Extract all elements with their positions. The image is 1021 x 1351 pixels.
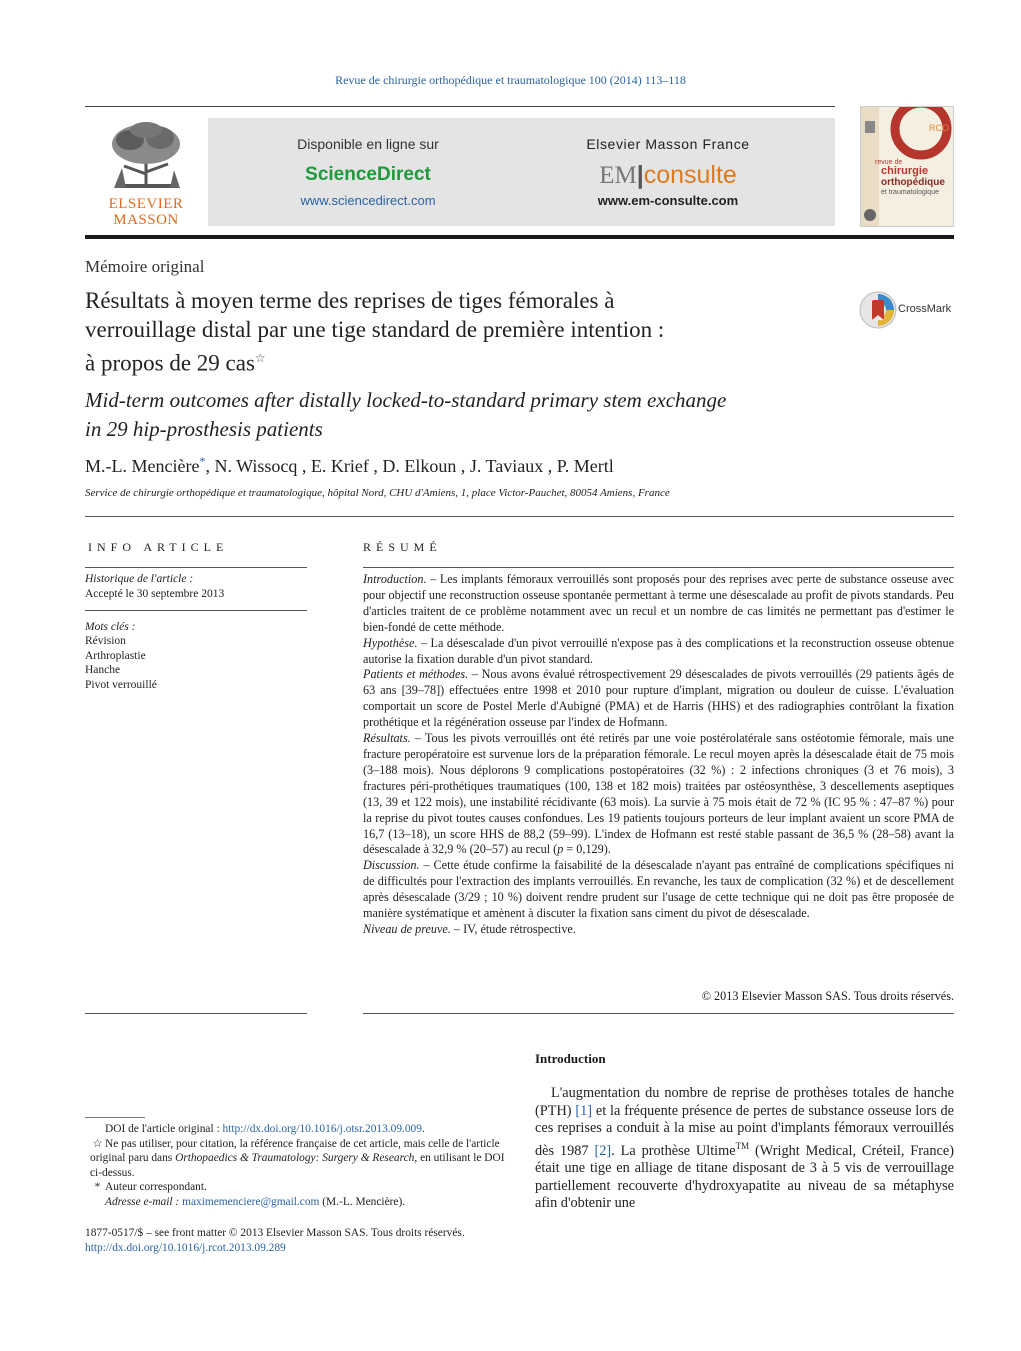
first-author: M.-L. Mencière — [85, 456, 200, 476]
info-rule-bottom — [85, 1013, 307, 1014]
abstract-body — [363, 572, 954, 938]
footnote-corresponding: * Auteur correspondant. — [85, 1180, 505, 1195]
title-en-line-2: in 29 hip-prosthesis patients — [85, 417, 323, 441]
footnote-email: Adresse e-mail : maximemenciere@gmail.com (M.-L. Mencière). — [105, 1195, 406, 1208]
cover-line-4: et traumatologique — [881, 189, 939, 196]
affiliation-rule — [85, 516, 954, 517]
article-type: Mémoire original — [85, 257, 205, 276]
em-logo-left: EM — [599, 162, 637, 189]
availability-banner — [208, 118, 835, 226]
keyword-list — [85, 634, 157, 692]
abstract-copyright: © 2013 Elsevier Masson SAS. Tous droits réservés. — [701, 989, 954, 1003]
issn-line: 1877-0517/$ – see front matter © 2013 Elsevier Masson SAS. Tous droits réservés. — [85, 1227, 465, 1239]
title-fr-line-3: à propos de 29 cas — [85, 350, 255, 376]
crossmark-badge[interactable] — [858, 290, 958, 330]
history-label: Historique de l'article : — [85, 573, 194, 585]
crossmark-label: CrossMark — [898, 303, 952, 315]
em-publisher-label: Elsevier Masson France — [586, 136, 750, 152]
keywords-label: Mots clés : — [85, 621, 136, 633]
title-fr-line-1: Résultats à moyen terme des reprises de tiges fémorales à — [85, 288, 615, 313]
keyword: Pivot verrouillé — [85, 678, 157, 691]
available-online-label: Disponible en ligne sur — [297, 136, 439, 152]
abstract-results: Résultats. – Tous les pivots verrouillés ont été retirés par une voie postérolatérale sans ostéotomie fémorale, mais une fracture peropératoire est survenue lors de la préparation fémorale. Le recul moyen après la désescalade était de 75 mois (3–188 mois). Nous déplorons 9 complications postopératoires (32 %) : 2 infections chroniques (3 et 76 mois), 3 fractures péri-prothétiques traumatiques (100, 138 et 182 mois) traitées par ostéosynthèse, 3 descellements aseptiques (13, 39 et 122 mois), une instabilité récidivante (63 mois). La survie à 75 mois était de 72 % (IC 95 % : 47–87 %) pour la reprise du pivot toutes causes confondues. Les 19 patients toujours porteurs de leur implant avaient un score PMA de 16,7 (13–18), un score HHS de 88,2 (59–99). L'index de Hofmann est resté stable passant de 36,5 % (28–58) avant la désescalade à 32,9 % (20–57) au recul (p = 0,129). — [363, 731, 954, 857]
sciencedirect-link[interactable]: www.sciencedirect.com — [300, 193, 436, 208]
title-fr-line-2: verrouillage distal par une tige standard de première intention : — [85, 317, 665, 342]
resume-rule-top — [363, 567, 954, 568]
footnote-doi: DOI de l'article original : http://dx.doi.org/10.1016/j.otsr.2013.09.009. — [105, 1123, 425, 1135]
footnote-star: ☆ Ne pas utiliser, pour citation, la référence française de cet article, mais celle de l'article original paru dans Orthopaedics & Traumatology: Surgery & Research, en utilisant le DOI ci-dessus. — [90, 1137, 505, 1179]
em-consulte-link[interactable]: www.em-consulte.com — [597, 193, 739, 208]
accepted-date: Accepté le 30 septembre 2013 — [85, 588, 225, 600]
abstract-introduction: Introduction. – Les implants fémoraux verrouillés sont proposés pour des reprises avec perte de substance osseuse avec pour objectif une reconstruction osseuse spontanée permettant à terme une désescalade au profit de pivots standards. Peu d'articles traitent de ce problème notamment avec un recul et un nombre de cas limités ne permettant pas d'estimer le bien-fondé de cette méthode. — [363, 572, 954, 634]
journal-reference[interactable]: Revue de chirurgie orthopédique et traumatologique 100 (2014) 113–118 — [335, 73, 686, 87]
article-title-fr — [85, 286, 805, 378]
keyword: Arthroplastie — [85, 649, 146, 662]
header-rule — [85, 106, 835, 107]
sciencedirect-logo[interactable]: ScienceDirect — [305, 164, 431, 185]
abstract-level: Niveau de preuve. – IV, étude rétrospective. — [363, 921, 576, 936]
cover-line-1: revue de — [875, 159, 903, 166]
keyword: Révision — [85, 635, 126, 647]
resume-heading: RÉSUMÉ — [363, 540, 442, 554]
elsevier-wordmark: ELSEVIER — [108, 196, 184, 212]
footnote-star-mark: ☆ — [92, 1137, 103, 1150]
info-article-heading: INFO ARTICLE — [88, 540, 229, 554]
em-consulte-logo[interactable]: EM|consulte — [599, 161, 737, 189]
abstract-discussion: Discussion. – Cette étude confirme la faisabilité de la désescalade n'ayant pas entraîné de complications spécifiques ni de difficultés pour l'extraction des implants verrouillés. En revanche, les taux de complication (32 %) et de descellement après désescalade (3/29 ; 10 %) doivent rendre prudent sur l'usage de cette technique qui ne doit pas être proposée de manière systématique et amènent à discuter la fixation sans ciment du pivot de désescalade. — [363, 858, 954, 921]
reference-link[interactable]: [2] — [594, 1142, 612, 1159]
article-doi-link[interactable]: http://dx.doi.org/10.1016/j.rcot.2013.09.289 — [85, 1242, 286, 1254]
resume-rule-bottom — [363, 1013, 954, 1014]
footnote-rule — [85, 1117, 145, 1118]
elsevier-masson-logo — [100, 118, 192, 228]
article-title-en — [85, 386, 805, 444]
title-en-line-1: Mid-term outcomes after distally locked-to-standard primary stem exchange — [85, 388, 727, 412]
reference-link[interactable]: [1] — [575, 1102, 593, 1119]
other-authors: , N. Wissocq , E. Krief , D. Elkoun , J. Taviaux , P. Mertl — [205, 456, 614, 476]
original-doi-link[interactable]: http://dx.doi.org/10.1016/j.otsr.2013.09.009 — [222, 1123, 422, 1135]
page-footer — [85, 1226, 465, 1256]
footnote-corresponding-mark: * — [94, 1181, 101, 1193]
introduction-paragraph: L'augmentation du nombre de reprise de prothèses totales de hanche (PTH) [1] et la fréquente présence de pertes de substance osseuse lors de ces reprises a conduit à la mise au point d'implants fémoraux verrouillés dès 1987 [2]. La prothèse Ultime™ (Wright Medical, Créteil, France) était une tige en alliage de titane disposant de 3 à 5 vis de verrouillage partiellement recouverte d'hydroxyapatite au niveau de sa métaphyse afin d'obtenir une — [535, 1085, 954, 1212]
author-list — [85, 454, 614, 477]
crossmark-icon — [858, 290, 898, 330]
info-rule-mid — [85, 610, 307, 611]
keyword: Hanche — [85, 664, 121, 676]
cover-line-3: orthopédique — [881, 177, 945, 188]
journal-cover-thumbnail[interactable] — [860, 106, 954, 227]
masson-wordmark: MASSON — [113, 212, 179, 228]
cover-line-2: chirurgie — [881, 165, 929, 177]
corresponding-author-mark[interactable]: * — [199, 454, 206, 468]
title-footnote-star[interactable]: ☆ — [254, 351, 266, 365]
info-rule-top — [85, 567, 307, 568]
abstract-methods: Patients et méthodes. – Nous avons évalué rétrospectivement 29 désescalades de pivots verrouillés (29 patients âgés de 63 ans [39–78]) effectuées entre 1998 et 2010 pour rupture d'implant, migration ou douleur de cuisse. L'évaluation comportait un score de Postel Merle d'Aubigné (PMA) et de Harris (HHS) et des radiographies contrôlant la fixation prothétique et la régénération osseuse par l'index de Hofmann. — [363, 667, 954, 730]
affiliation: Service de chirurgie orthopédique et traumatologique, hôpital Nord, CHU d'Amiens, 1, place Victor-Pauchet, 80054 Amiens, France — [85, 487, 670, 499]
elsevier-tree-icon — [100, 118, 192, 194]
cover-badge: RCO — [929, 123, 949, 133]
header-thick-rule — [85, 235, 954, 239]
abstract-hypothesis: Hypothèse. – La désescalade d'un pivot verrouillé n'expose pas à des complications et la reconstruction osseuse obtenue autorise la fixation durable d'un pivot standard. — [363, 635, 954, 666]
em-logo-right: consulte — [643, 161, 737, 189]
footnotes — [85, 1122, 505, 1209]
introduction-heading: Introduction — [535, 1051, 606, 1066]
author-email-link[interactable]: maximemenciere@gmail.com — [182, 1195, 320, 1208]
